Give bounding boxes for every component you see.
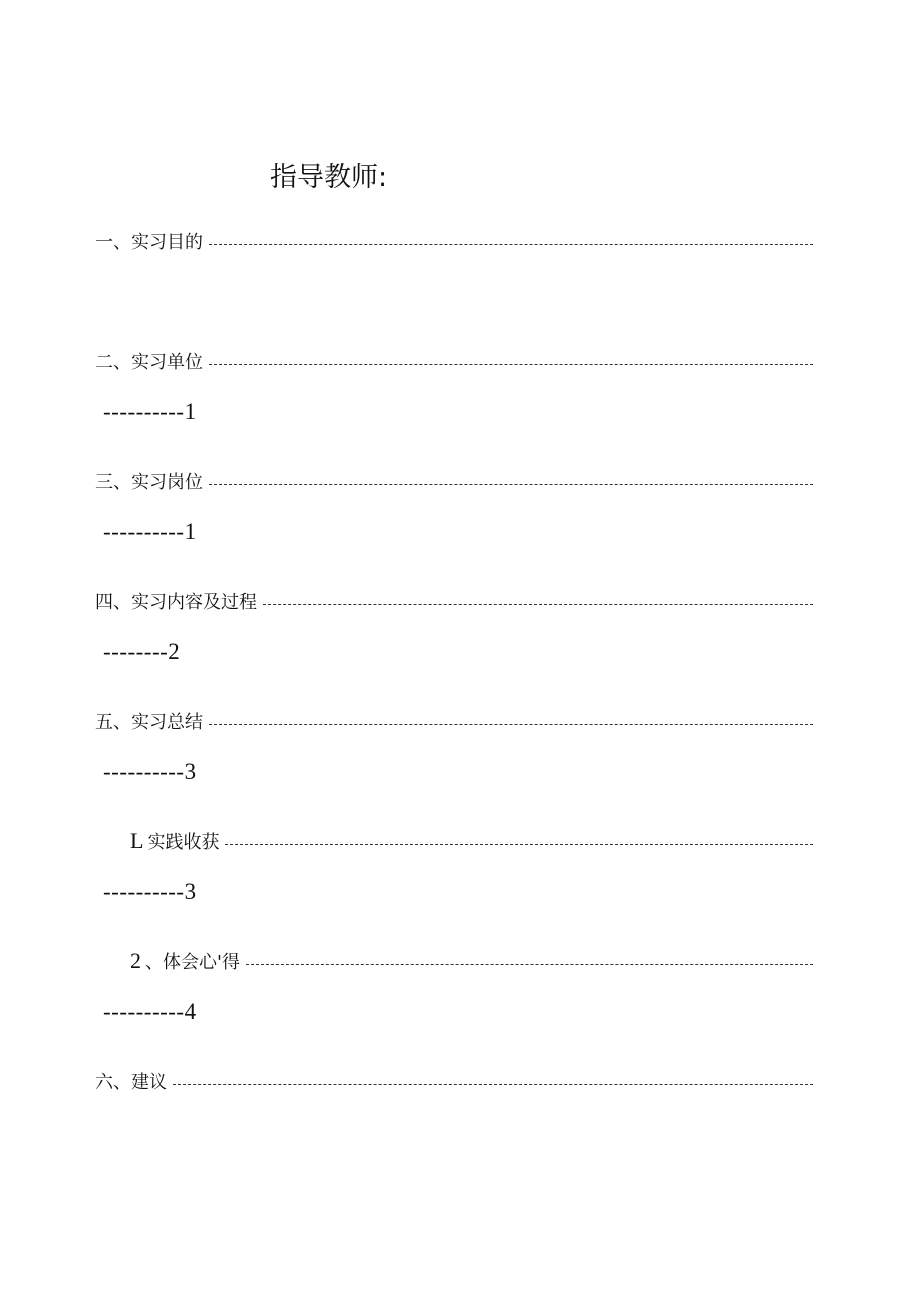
toc-entry-number: L	[130, 828, 144, 853]
toc-page-number: ----------3	[103, 879, 197, 904]
toc-entry-practice-gains[interactable]	[130, 828, 813, 854]
toc-dotted-leader	[173, 1084, 813, 1085]
toc-dotted-leader	[209, 484, 813, 485]
toc-entry-summary[interactable]	[95, 708, 813, 734]
toc-entry-title	[130, 830, 225, 854]
toc-entry-suggestions[interactable]	[95, 1068, 813, 1094]
toc-entry-title: 二、实习单位	[95, 352, 203, 373]
toc-dotted-leader	[225, 844, 813, 845]
toc-entry-title: 六、建议	[95, 1072, 167, 1093]
toc-entry-text: 、体会心'得	[145, 952, 240, 973]
toc-entry-title: 五、实习总结	[95, 712, 203, 733]
toc-entry-purpose[interactable]	[95, 228, 813, 254]
toc-entry-reflections[interactable]	[130, 948, 813, 974]
toc-page-number: --------2	[103, 639, 181, 664]
toc-page-number: ----------3	[103, 759, 197, 784]
toc-entry-number: 2	[130, 948, 141, 973]
toc-entry-title: 一、实习目的	[95, 232, 203, 253]
toc-dotted-leader	[209, 724, 813, 725]
toc-dotted-leader	[246, 964, 813, 965]
toc-dotted-leader	[209, 244, 813, 245]
toc-entry-title: 三、实习岗位	[95, 472, 203, 493]
toc-page-number: ----------1	[103, 519, 197, 544]
toc-page-number: ----------4	[103, 999, 197, 1024]
advisor-label: 指导教师:	[270, 162, 388, 193]
toc-entry-title	[130, 950, 246, 974]
toc-entry-position[interactable]	[95, 468, 813, 494]
toc-entry-text: 实践收获	[147, 832, 220, 853]
toc-entry-unit[interactable]	[95, 348, 813, 374]
toc-dotted-leader	[263, 604, 813, 605]
toc-entry-content-process[interactable]	[95, 588, 813, 614]
toc-dotted-leader	[209, 364, 813, 365]
toc-entry-title: 四、实习内容及过程	[95, 592, 257, 613]
toc-page-number: ----------1	[103, 399, 197, 424]
